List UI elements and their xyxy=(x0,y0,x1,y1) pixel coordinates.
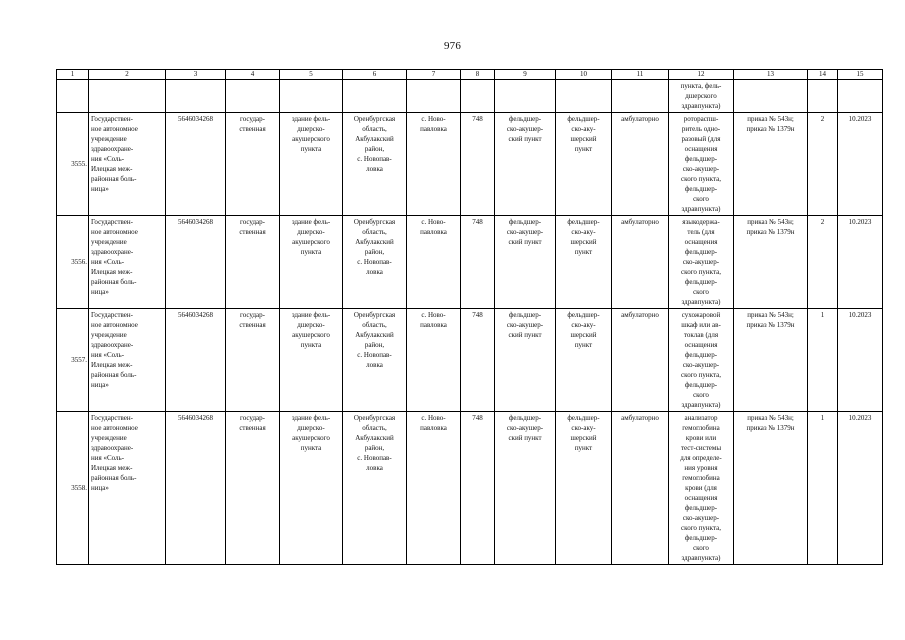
date-cell: 10.2023 xyxy=(838,309,883,412)
locality-cell: с. Ново- павловка xyxy=(407,113,461,216)
quantity-cell: 2 xyxy=(808,216,838,309)
column-header: 12 xyxy=(669,70,734,80)
inn-cell: 5646034268 xyxy=(166,216,226,309)
table-row xyxy=(57,412,883,565)
table-cell xyxy=(612,80,669,113)
equipment-cell: ротораспш- ритель одно- разовый (для оснащения фельдшер- ско-акушер- ского пункта, фельдшер- ского здравпункта) xyxy=(669,113,734,216)
table-cell xyxy=(461,80,495,113)
table-cell xyxy=(495,80,556,113)
quantity-cell: 1 xyxy=(808,412,838,565)
quantity-cell: 1 xyxy=(808,309,838,412)
inn-cell: 5646034268 xyxy=(166,113,226,216)
unit-type-cell: фельдшер- ско-акушер- ский пункт xyxy=(495,412,556,565)
unit-cell: фельдшер- ско-аку- шерский пункт xyxy=(556,216,612,309)
order-cell: приказ № 543н; приказ № 1379н xyxy=(734,216,808,309)
quantity-cell: 2 xyxy=(808,113,838,216)
column-header: 1 xyxy=(57,70,89,80)
column-numbers-row xyxy=(57,70,883,80)
code-cell: 748 xyxy=(461,309,495,412)
address-cell: Оренбургская область, Акбулакский район, с. Новопав- ловка xyxy=(343,309,407,412)
registry-table xyxy=(56,69,883,565)
order-cell: приказ № 543н; приказ № 1379н xyxy=(734,412,808,565)
column-header: 4 xyxy=(226,70,280,80)
organization-cell: Государствен- ное автономное учреждение здравоохране- ния «Соль- Илецкая меж- районная боль- ница» xyxy=(89,113,166,216)
continuation-row xyxy=(57,80,883,113)
equipment-cell: языкодержа- тель (для оснащения фельдшер- ско-акушер- ского пункта, фельдшер- ского здравпункта) xyxy=(669,216,734,309)
table-cell xyxy=(57,80,89,113)
column-header: 10 xyxy=(556,70,612,80)
column-header: 7 xyxy=(407,70,461,80)
column-header: 2 xyxy=(89,70,166,80)
unit-cell: фельдшер- ско-аку- шерский пункт xyxy=(556,412,612,565)
table-cell xyxy=(407,80,461,113)
table-cell xyxy=(343,80,407,113)
inn-cell: 5646034268 xyxy=(166,412,226,565)
column-header: 6 xyxy=(343,70,407,80)
locality-cell: с. Ново- павловка xyxy=(407,216,461,309)
care-cell: амбулаторно xyxy=(612,113,669,216)
locality-cell: с. Ново- павловка xyxy=(407,309,461,412)
equipment-cell: пункта, фель- дшерского здравпункта) xyxy=(669,80,734,113)
order-cell: приказ № 543н; приказ № 1379н xyxy=(734,309,808,412)
unit-type-cell: фельдшер- ско-акушер- ский пункт xyxy=(495,309,556,412)
building-cell: здание фель- дшерско- акушерского пункта xyxy=(280,309,343,412)
table-cell xyxy=(838,80,883,113)
order-cell: приказ № 543н; приказ № 1379н xyxy=(734,113,808,216)
locality-cell: с. Ново- павловка xyxy=(407,412,461,565)
table-cell xyxy=(280,80,343,113)
date-cell: 10.2023 xyxy=(838,113,883,216)
row-number: 3558. xyxy=(57,412,89,565)
unit-cell: фельдшер- ско-аку- шерский пункт xyxy=(556,309,612,412)
column-header: 13 xyxy=(734,70,808,80)
code-cell: 748 xyxy=(461,412,495,565)
date-cell: 10.2023 xyxy=(838,412,883,565)
page-number: 976 xyxy=(443,40,462,52)
table-row xyxy=(57,309,883,412)
table-cell xyxy=(89,80,166,113)
inn-cell: 5646034268 xyxy=(166,309,226,412)
row-number: 3555. xyxy=(57,113,89,216)
row-number: 3557. xyxy=(57,309,89,412)
table-cell xyxy=(556,80,612,113)
row-number: 3556. xyxy=(57,216,89,309)
address-cell: Оренбургская область, Акбулакский район, с. Новопав- ловка xyxy=(343,216,407,309)
equipment-cell: сухожаровой шкаф или ав- токлав (для оснащения фельдшер- ско-акушер- ского пункта, фельдшер- ского здравпункта) xyxy=(669,309,734,412)
organization-cell: Государствен- ное автономное учреждение здравоохране- ния «Соль- Илецкая меж- районная боль- ница» xyxy=(89,216,166,309)
table-cell xyxy=(734,80,808,113)
care-cell: амбулаторно xyxy=(612,309,669,412)
code-cell: 748 xyxy=(461,216,495,309)
care-cell: амбулаторно xyxy=(612,216,669,309)
code-cell: 748 xyxy=(461,113,495,216)
organization-cell: Государствен- ное автономное учреждение здравоохране- ния «Соль- Илецкая меж- районная боль- ница» xyxy=(89,309,166,412)
table-cell xyxy=(808,80,838,113)
equipment-cell: анализатор гемоглобина крови или тест-системы для определе- ния уровня гемоглобина крови (для оснащения фельдшер- ско-акушер- ского пункта, фельдшер- ского здравпункта) xyxy=(669,412,734,565)
organization-cell: Государствен- ное автономное учреждение здравоохране- ния «Соль- Илецкая меж- районная боль- ница» xyxy=(89,412,166,565)
building-cell: здание фель- дшерско- акушерского пункта xyxy=(280,216,343,309)
column-header: 3 xyxy=(166,70,226,80)
building-cell: здание фель- дшерско- акушерского пункта xyxy=(280,113,343,216)
address-cell: Оренбургская область, Акбулакский район, с. Новопав- ловка xyxy=(343,113,407,216)
address-cell: Оренбургская область, Акбулакский район, с. Новопав- ловка xyxy=(343,412,407,565)
table-cell xyxy=(166,80,226,113)
ownership-cell: государ- ственная xyxy=(226,113,280,216)
ownership-cell: государ- ственная xyxy=(226,216,280,309)
building-cell: здание фель- дшерско- акушерского пункта xyxy=(280,412,343,565)
ownership-cell: государ- ственная xyxy=(226,412,280,565)
unit-type-cell: фельдшер- ско-акушер- ский пункт xyxy=(495,113,556,216)
table-cell xyxy=(226,80,280,113)
date-cell: 10.2023 xyxy=(838,216,883,309)
column-header: 15 xyxy=(838,70,883,80)
ownership-cell: государ- ственная xyxy=(226,309,280,412)
care-cell: амбулаторно xyxy=(612,412,669,565)
column-header: 9 xyxy=(495,70,556,80)
column-header: 14 xyxy=(808,70,838,80)
table-row xyxy=(57,113,883,216)
table-row xyxy=(57,216,883,309)
column-header: 11 xyxy=(612,70,669,80)
unit-type-cell: фельдшер- ско-акушер- ский пункт xyxy=(495,216,556,309)
unit-cell: фельдшер- ско-аку- шерский пункт xyxy=(556,113,612,216)
column-header: 8 xyxy=(461,70,495,80)
column-header: 5 xyxy=(280,70,343,80)
